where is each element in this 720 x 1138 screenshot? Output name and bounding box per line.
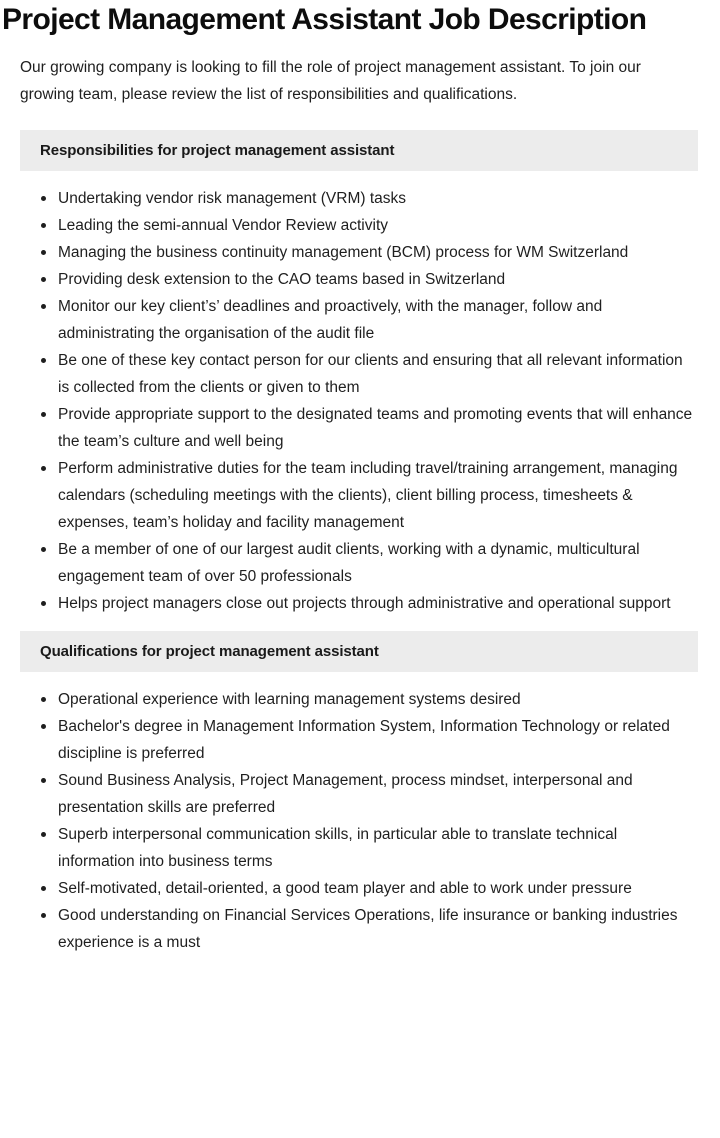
- list-item: [0, 686, 720, 713]
- bullet-icon: [41, 913, 46, 918]
- list-item-text: Be one of these key contact person for our clients and ensuring that all relevant information is collected from the clients or given to them: [58, 351, 683, 396]
- bullet-icon: [41, 886, 46, 891]
- list-item-text: Provide appropriate support to the designated teams and promoting events that will enhance the team’s culture and well being: [58, 405, 693, 450]
- list-item-text: Bachelor's degree in Management Information System, Information Technology or related discipline is preferred: [58, 717, 670, 762]
- bullet-icon: [41, 250, 46, 255]
- bullet-icon: [41, 832, 46, 837]
- responsibilities-list: [0, 171, 720, 617]
- bullet-icon: [41, 547, 46, 552]
- list-item: [0, 767, 720, 821]
- bullet-icon: [41, 724, 46, 729]
- list-item: [0, 293, 720, 347]
- section-header-qualifications: [20, 631, 698, 672]
- list-item: [0, 713, 720, 767]
- bullet-icon: [41, 601, 46, 606]
- list-item-text: Sound Business Analysis, Project Management, process mindset, interpersonal and presentation skills are preferred: [58, 771, 633, 816]
- list-item-text: Providing desk extension to the CAO teams based in Switzerland: [58, 270, 506, 288]
- bullet-icon: [41, 196, 46, 201]
- list-item: [0, 590, 720, 617]
- bullet-icon: [41, 277, 46, 282]
- section-header-responsibilities: [20, 130, 698, 171]
- list-item: [0, 185, 720, 212]
- list-item: [0, 212, 720, 239]
- page-title: Project Management Assistant Job Description: [2, 3, 647, 36]
- bullet-icon: [41, 412, 46, 417]
- bullet-icon: [41, 304, 46, 309]
- list-item: [0, 821, 720, 875]
- list-item: [0, 239, 720, 266]
- list-item: [0, 347, 720, 401]
- list-item-text: Good understanding on Financial Services Operations, life insurance or banking industries experience is a must: [58, 906, 678, 951]
- bullet-icon: [41, 778, 46, 783]
- list-item-text: Superb interpersonal communication skills, in particular able to translate technical information into business terms: [58, 825, 618, 870]
- list-item: [0, 266, 720, 293]
- list-item: [0, 875, 720, 902]
- list-item-text: Helps project managers close out projects through administrative and operational support: [58, 594, 671, 612]
- list-item: [0, 401, 720, 455]
- bullet-icon: [41, 697, 46, 702]
- section-heading-label: Qualifications for project management assistant: [40, 642, 379, 660]
- list-item-text: Leading the semi-annual Vendor Review activity: [58, 216, 388, 234]
- qualifications-list: [0, 672, 720, 956]
- list-item-text: Perform administrative duties for the team including travel/training arrangement, managing calendars (scheduling meetings with the clients), client billing process, timesheets & expenses, team’s holiday and facility management: [58, 459, 678, 531]
- list-item: [0, 902, 720, 956]
- section-qualifications: [0, 631, 720, 956]
- list-item-text: Managing the business continuity management (BCM) process for WM Switzerland: [58, 243, 629, 261]
- section-heading-label: Responsibilities for project management assistant: [40, 141, 395, 159]
- list-item-text: Be a member of one of our largest audit clients, working with a dynamic, multicultural engagement team of over 50 professionals: [58, 540, 640, 585]
- bullet-icon: [41, 466, 46, 471]
- list-item: [0, 536, 720, 590]
- list-item-text: Monitor our key client’s’ deadlines and proactively, with the manager, follow and administrating the organisation of the audit file: [58, 297, 603, 342]
- list-item-text: Self-motivated, detail-oriented, a good team player and able to work under pressure: [58, 879, 632, 897]
- list-item: [0, 455, 720, 536]
- list-item-text: Operational experience with learning management systems desired: [58, 690, 521, 708]
- bullet-icon: [41, 358, 46, 363]
- bullet-icon: [41, 223, 46, 228]
- list-item-text: Undertaking vendor risk management (VRM) tasks: [58, 189, 407, 207]
- section-responsibilities: [0, 130, 720, 617]
- intro-paragraph: Our growing company is looking to fill the role of project management assistant. To join our growing team, please review the list of responsibilities and qualifications.: [20, 58, 641, 103]
